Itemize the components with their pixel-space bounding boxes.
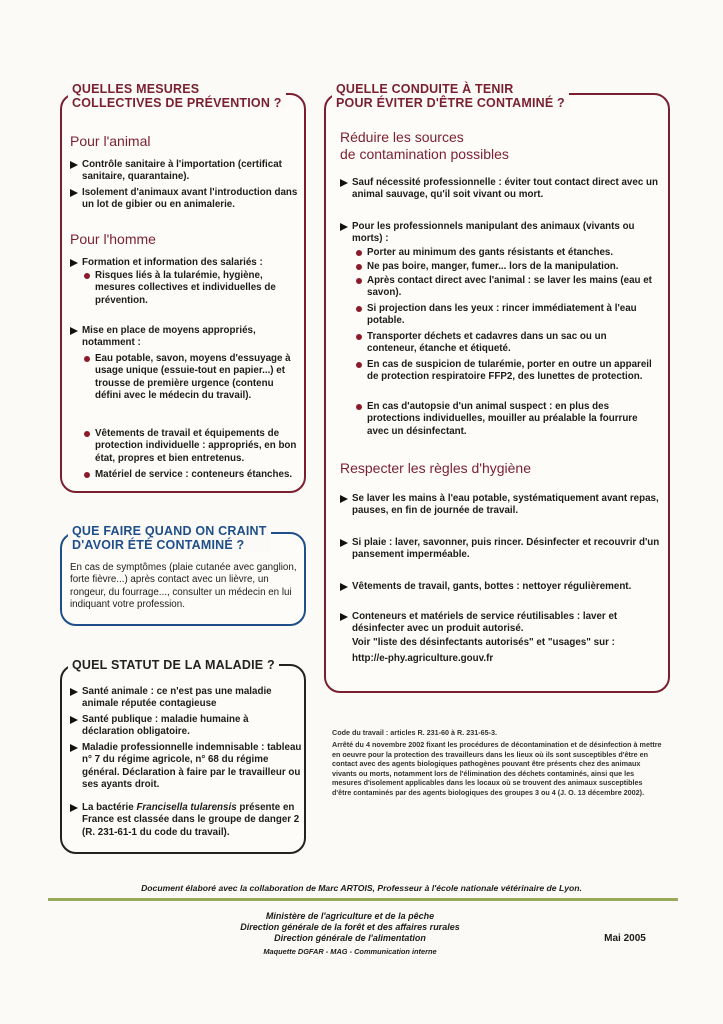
statut-item-4-pre: La bactérie — [82, 802, 137, 813]
conduite-sub-6: En cas de suspicion de tularémie, porter en outre un appareil de protection respiratoire FFP2, des lunettes de protection. — [356, 359, 656, 384]
hygiene-item-2: Si plaie : laver, savonner, puis rincer. Désinfecter et recouvrir d'un pansement imperméable. — [340, 537, 660, 562]
legal-code: Code du travail : articles R. 231-60 à R. 231-65-3. — [332, 728, 497, 737]
human-item-2-sub-2: Vêtements de travail et équipements de protection individuelle : appropriés, en bon état, propres et bien entretenus. — [84, 428, 298, 465]
conduite-item-2: Pour les professionnels manipulant des animaux (vivants ou morts) : — [340, 221, 660, 246]
conduite-box — [324, 82, 670, 693]
human-item-1-sub: Risques liés à la tularémie, hygiène, mesures collectives et individuelles de prévention. — [84, 270, 294, 307]
conduite-sub-1: Porter au minimum des gants résistants et étanches. — [356, 247, 656, 259]
maquette-line: Maquette DGFAR - MAG - Communication interne — [263, 947, 437, 956]
animal-heading: Pour l'animal — [70, 133, 151, 149]
statut-box — [60, 658, 306, 854]
statut-item-1: Santé animale : ce n'est pas une maladie animale réputée contagieuse — [70, 686, 302, 711]
human-item-1: Formation et information des salariés : — [70, 257, 302, 269]
reduce-heading — [340, 129, 509, 163]
conduite-sub-2: Ne pas boire, manger, fumer... lors de la manipulation. — [356, 261, 656, 273]
animal-item-2: Isolement d'animaux avant l'introduction dans un lot de gibier ou en animalerie. — [70, 187, 302, 212]
contamine-title — [68, 524, 271, 552]
human-heading: Pour l'homme — [70, 231, 156, 247]
statut-item-2: Santé publique : maladie humaine à déclaration obligatoire. — [70, 714, 302, 739]
hygiene-heading: Respecter les règles d'hygiène — [340, 460, 532, 476]
voir-line: Voir "liste des désinfectants autorisés" et "usages" sur : — [352, 637, 615, 648]
statut-item-3: Maladie professionnelle indemnisable : tableau n° 7 du régime agricole, n° 68 du régime général. Déclaration à faire par le travailleur ou ses ayants droit. — [70, 742, 302, 792]
statut-item-4-post: présente en France est classée dans le groupe de danger 2 (R. 231-61-1 du code du travail). — [82, 802, 300, 838]
ministry-line-2: Direction générale de la forêt et des affaires rurales — [240, 922, 460, 932]
conduite-sub-5: Transporter déchets et cadavres dans un sac ou un conteneur, étanche et étiqueté. — [356, 331, 656, 356]
conduite-sub-3: Après contact direct avec l'animal : se laver les mains (eau et savon). — [356, 275, 656, 300]
contamine-title-line2: D'AVOIR ÉTÉ CONTAMINÉ ? — [72, 538, 245, 552]
ministry-line-1: Ministère de l'agriculture et de la pêche — [265, 911, 435, 921]
credit-line: Document élaboré avec la collaboration de Marc ARTOIS, Professeur à l'école nationale vétérinaire de Lyon. — [141, 883, 582, 893]
prevention-title-line1: QUELLES MESURES — [72, 82, 200, 96]
e-phy-link[interactable]: http://e-phy.agriculture.gouv.fr — [352, 653, 494, 664]
conduite-sub-4: Si projection dans les yeux : rincer immédiatement à l'eau potable. — [356, 303, 656, 328]
human-item-2: Mise en place de moyens appropriés, notamment : — [70, 325, 302, 350]
divider-rule — [48, 898, 678, 901]
contamine-text: En cas de symptômes (plaie cutanée avec ganglion, forte fièvre...) après contact avec un lièvre, un rongeur, du fourrage..., consulter un médecin en lui indiquant votre profession. — [70, 562, 297, 611]
reduce-heading-line1: Réduire les sources — [340, 129, 464, 145]
human-item-2-sub-3: Matériel de service : conteneurs étanches. — [84, 469, 298, 481]
conduite-title — [332, 82, 569, 110]
conduite-title-line2: POUR ÉVITER D'ÊTRE CONTAMINÉ ? — [336, 96, 565, 110]
statut-title: QUEL STATUT DE LA MALADIE ? — [68, 658, 279, 672]
prevention-title — [68, 82, 286, 110]
date-label: Mai 2005 — [604, 933, 646, 944]
animal-item-1: Contrôle sanitaire à l'importation (certificat sanitaire, quarantaine). — [70, 159, 302, 184]
reduce-heading-line2: de contamination possibles — [340, 146, 509, 162]
hygiene-item-4: Conteneurs et matériels de service réutilisables : laver et désinfecter avec un produit autorisé. — [340, 611, 660, 636]
hygiene-item-3: Vêtements de travail, gants, bottes : nettoyer régulièrement. — [340, 581, 660, 593]
statut-item-4 — [70, 802, 302, 839]
conduite-item-1: Sauf nécessité professionnelle : éviter tout contact direct avec un animal sauvage, qu'il soit vivant ou mort. — [340, 177, 660, 202]
conduite-title-line1: QUELLE CONDUITE À TENIR — [336, 82, 514, 96]
contamine-box — [60, 524, 306, 626]
hygiene-item-1: Se laver les mains à l'eau potable, systématiquement avant repas, pauses, en fin de journée de travail. — [340, 493, 660, 518]
human-item-2-sub-1: Eau potable, savon, moyens d'essuyage à usage unique (essuie-tout en papier...) et trousse de première urgence (contenu défini avec le médecin du travail). — [84, 353, 298, 403]
contamine-title-line1: QUE FAIRE QUAND ON CRAINT — [72, 524, 267, 538]
bacteria-name: Francisella tularensis — [136, 802, 237, 813]
prevention-box — [60, 82, 306, 493]
prevention-title-line2: COLLECTIVES DE PRÉVENTION ? — [72, 96, 282, 110]
ministry-line-3: Direction générale de l'alimentation — [274, 933, 426, 943]
conduite-sub-7: En cas d'autopsie d'un animal suspect : en plus des protections individuelles, mouiller au préalable la fourrure avec un désinfectant. — [356, 401, 656, 438]
legal-arrete: Arrêté du 4 novembre 2002 fixant les procédures de décontamination et de désinfection à mettre en oeuvre pour la protection des travailleurs dans les lieux où ils sont susceptibles d'être en contact avec des agents biologiques pathogènes pouvant être présents chez des animaux vivants ou morts, notamment lors de l'élimination des déchets contaminés, ainsi que les mesures d'isolement applicables dans les locaux où se trouvent des animaux susceptibles d'être contaminés par des agents biologiques des groupes 3 ou 4 (J. O. 13 décembre 2002). — [332, 740, 662, 797]
